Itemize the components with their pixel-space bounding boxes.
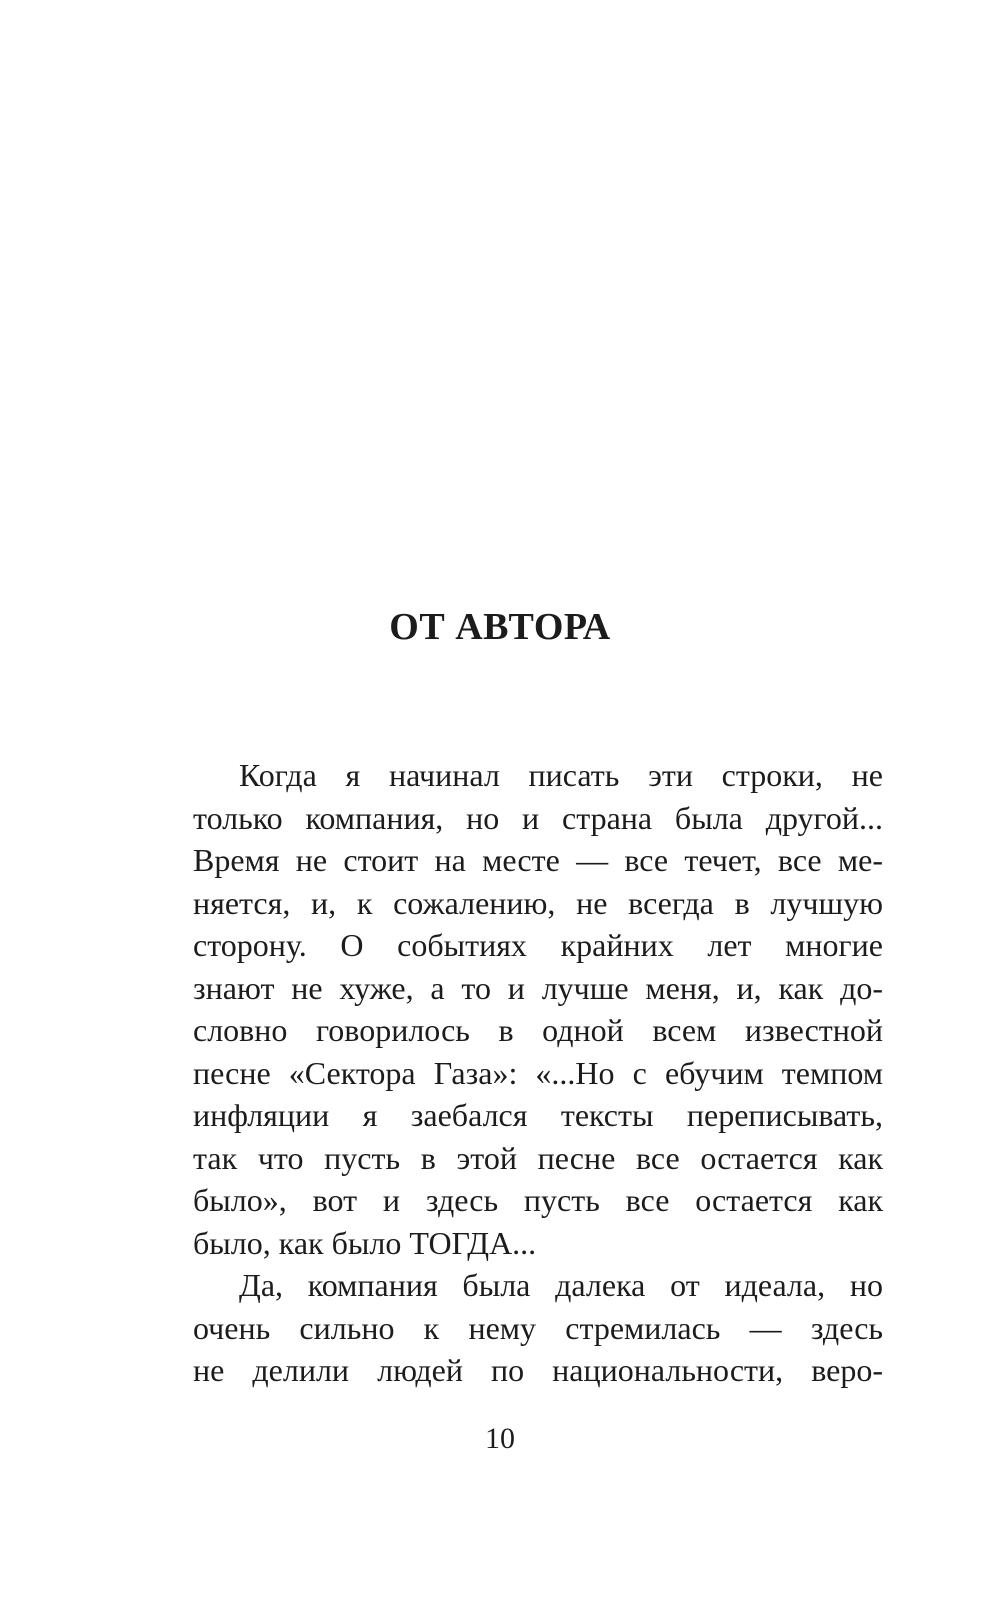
text-line: песне «Сектора Газа»: «...Но с ебучим темпом <box>193 1054 883 1091</box>
text-line: Время не стоит на месте — все течет, все ме- <box>193 842 883 878</box>
text-line: инфляции я заебался тексты переписывать, <box>193 1097 883 1133</box>
text-line: Да, компания была далека от идеала, но <box>239 1267 883 1303</box>
text-line: знают не хуже, а то и лучше меня, и, как до- <box>193 969 883 1006</box>
text-line: сторону. О событиях крайних лет многие <box>193 927 883 963</box>
text-line: не делили людей по национальности, веро- <box>193 1352 883 1388</box>
text-line: словно говорилось в одной всем известной <box>193 1012 883 1048</box>
chapter-title: ОТ АВТОРА <box>389 606 611 648</box>
text-line: было», вот и здесь пусть все остается как <box>193 1182 883 1218</box>
text-line: так что пусть в этой песне все остается как <box>193 1139 883 1176</box>
text-line: очень сильно к нему стремилась — здесь <box>193 1309 883 1346</box>
body-text <box>193 754 883 1392</box>
text-line: только компания, но и страна была другой... <box>193 799 883 836</box>
text-line: Когда я начинал писать эти строки, не <box>239 757 883 793</box>
text-line: было, как было ТОГДА... <box>193 1224 537 1261</box>
page-number: 10 <box>485 1422 515 1455</box>
text-line: няется, и, к сожалению, не всегда в лучшую <box>193 884 883 921</box>
